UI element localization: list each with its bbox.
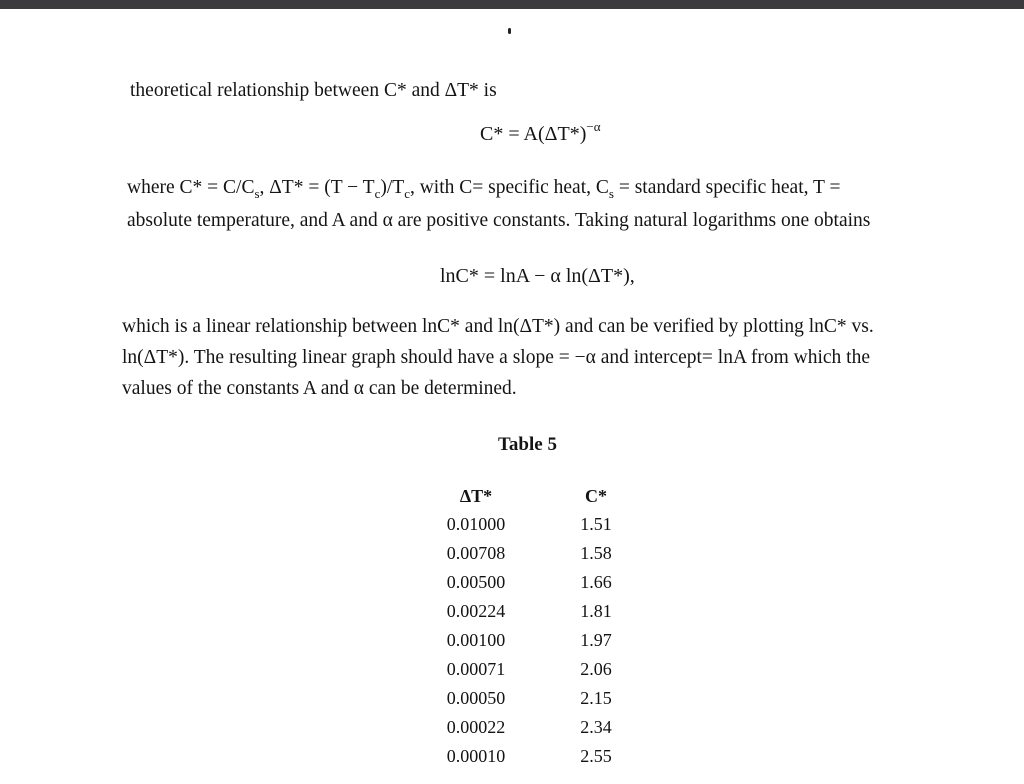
c-star-cell: 1.51 xyxy=(580,514,612,534)
def-subscript: s xyxy=(608,186,614,201)
delta-t-cell: 0.00708 xyxy=(446,543,506,563)
c-star-cell: 1.58 xyxy=(580,543,612,563)
table-caption: Table 5 xyxy=(498,434,557,455)
paragraph-line-1: which is a linear relationship between lnC* and ln(ΔT*) and can be verified by plotting lnC* vs. xyxy=(122,316,874,337)
delta-t-cell: 0.00022 xyxy=(446,717,506,737)
delta-t-cell: 0.00010 xyxy=(446,746,506,766)
table-header-row xyxy=(436,482,656,510)
def-part: where C* = C/C xyxy=(127,177,255,198)
equation-exponent: −α xyxy=(586,119,601,134)
equation-base: C* = A(ΔT*) xyxy=(480,123,587,145)
def-part: , ΔT* = (T − T xyxy=(259,177,375,198)
equation-log-form: lnC* = lnA − α ln(ΔT*), xyxy=(440,265,635,287)
delta-t-cell: 0.00100 xyxy=(446,630,506,650)
header-c-star: C* xyxy=(585,485,607,506)
c-star-cell: 2.06 xyxy=(580,659,612,679)
def-part: = standard specific heat, T = xyxy=(613,177,841,198)
table-row xyxy=(436,655,656,684)
c-star-cell: 1.97 xyxy=(580,630,612,650)
data-table xyxy=(436,482,656,771)
def-part: , with C= specific heat, C xyxy=(409,177,609,198)
delta-t-cell: 0.01000 xyxy=(446,514,506,534)
paragraph-line-2: ln(ΔT*). The resulting linear graph should have a slope = −α and intercept= lnA from which the xyxy=(122,347,870,368)
delta-t-cell: 0.00224 xyxy=(446,601,506,621)
definitions-line-1 xyxy=(127,177,840,199)
table-row xyxy=(436,742,656,771)
table-row xyxy=(436,568,656,597)
delta-t-cell: 0.00500 xyxy=(446,572,506,592)
def-part: )/T xyxy=(380,177,405,198)
def-subscript: c xyxy=(374,186,381,201)
def-subscript: c xyxy=(404,186,410,201)
c-star-cell: 2.34 xyxy=(580,717,612,737)
table-row xyxy=(436,713,656,742)
c-star-cell: 1.66 xyxy=(580,572,612,592)
scan-mark xyxy=(508,28,511,34)
header-delta-t: ΔT* xyxy=(459,485,493,506)
def-subscript: s xyxy=(254,186,260,201)
c-star-cell: 1.81 xyxy=(580,601,612,621)
equation-power-law xyxy=(480,119,601,146)
table-row xyxy=(436,684,656,713)
delta-t-cell: 0.00050 xyxy=(446,688,506,708)
table-row xyxy=(436,539,656,568)
top-bar xyxy=(0,0,1024,9)
paragraph-intro: theoretical relationship between C* and ΔT* is xyxy=(130,80,497,101)
table-row xyxy=(436,597,656,626)
definitions-line-2: absolute temperature, and A and α are positive constants. Taking natural logarithms one obtains xyxy=(127,210,871,231)
table-row xyxy=(436,510,656,539)
delta-t-cell: 0.00071 xyxy=(446,659,506,679)
c-star-cell: 2.15 xyxy=(580,688,612,708)
paragraph-line-3: values of the constants A and α can be determined. xyxy=(122,378,517,399)
table-row xyxy=(436,626,656,655)
c-star-cell: 2.55 xyxy=(580,746,612,766)
